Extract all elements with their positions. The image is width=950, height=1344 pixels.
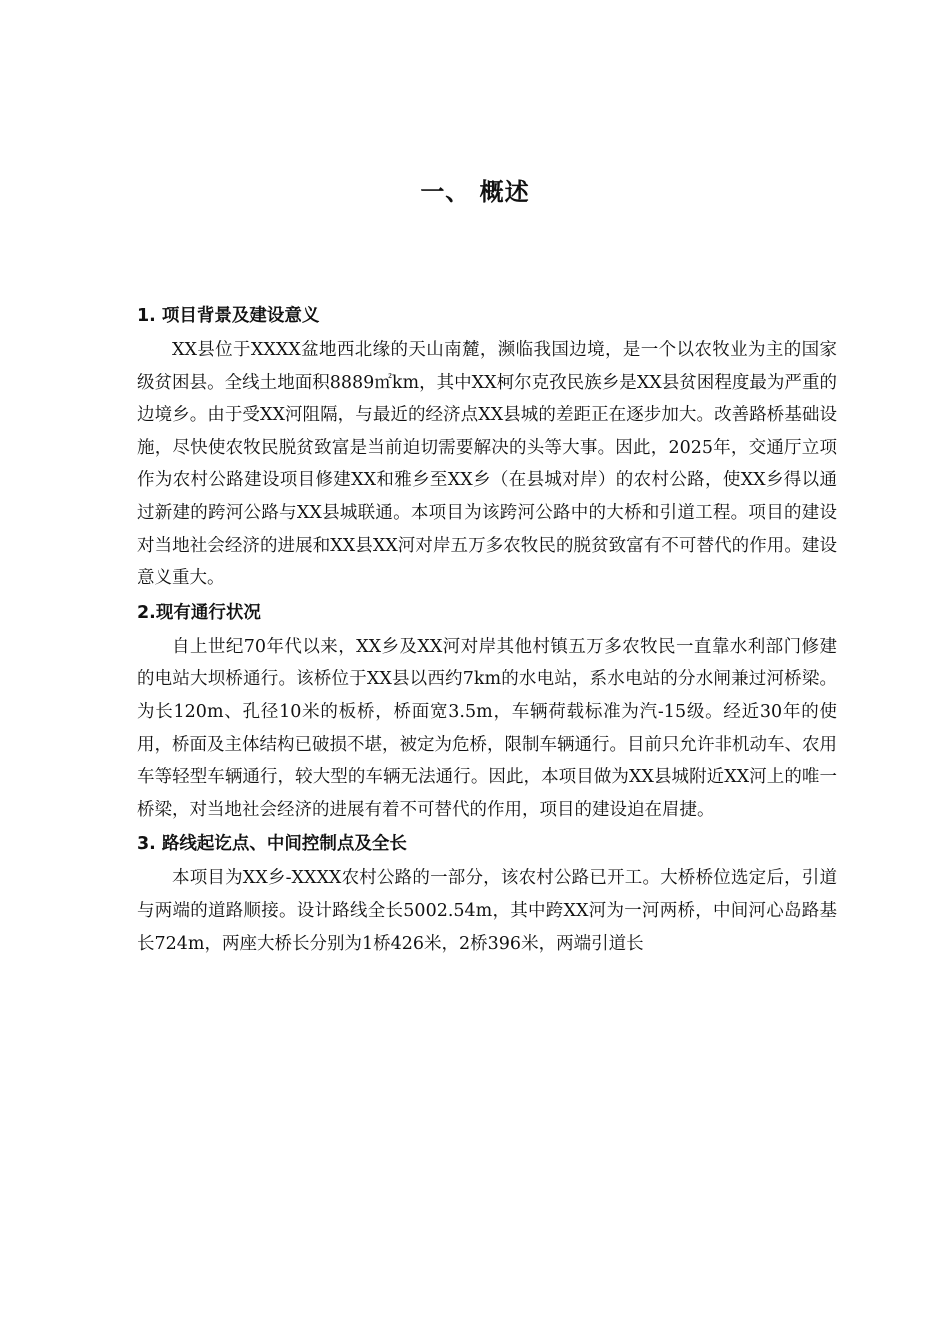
section-paragraph: XX县位于XXXX盆地西北缘的天山南麓，濒临我国边境，是一个以农牧业为主的国家级贫困县。全线土地面积8889㎡km，其中XX柯尔克孜民族乡是XX县贫困程度最为严重的边境乡。由于受XX河阻隔，与最近的经济点XX县城的差距正在逐步加大。改善路桥基础设施，尽快使农牧民脱贫致富是当前迫切需要解决的头等大事。因此，2025年，交通厅立项作为农村公路建设项目修建XX和雅乡至XX乡（在县城对岸）的农村公路，使XX乡得以通过新建的跨河公路与XX县城联通。本项目为该跨河公路中的大桥和引道工程。项目的建设对当地社会经济的进展和XX县XX河对岸五万多农牧民的脱贫致富有不可替代的作用。建设意义重大。 (137, 340, 837, 589)
section-paragraph: 本项目为XX乡-XXXX农村公路的一部分，该农村公路已开工。大桥桥位选定后，引道与两端的道路顺接。设计路线全长5002.54m，其中跨XX河为一河两桥，中间河心岛路基长724m，两座大桥长分别为1桥426米，2桥396米，两端引道长 (137, 868, 837, 954)
section-heading: 3. 路线起讫点、中间控制点及全长 (137, 834, 407, 855)
page-title: 一、 概述 (420, 178, 530, 206)
section-heading: 2.现有通行状况 (137, 602, 261, 623)
section-route-endpoints (137, 828, 837, 960)
document-body (137, 300, 837, 962)
section-heading: 1. 项目背景及建设意义 (137, 306, 320, 326)
section-paragraph: 自上世纪70年代以来，XX乡及XX河对岸其他村镇五万多农牧民一直靠水利部门修建的电站大坝桥通行。该桥位于XX县以西约7km的水电站，系水电站的分水闸兼过河桥梁。为长120m、孔径10米的板桥，桥面宽3.5m，车辆荷载标准为汽-15级。经近30年的使用，桥面及主体结构已破损不堪，被定为危桥，限制车辆通行。目前只允许非机动车、农用车等轻型车辆通行，较大型的车辆无法通行。因此，本项目做为XX县城附近XX河上的唯一桥梁，对当地社会经济的进展有着不可替代的作用，项目的建设迫在眉捷。 (137, 636, 837, 820)
section-current-traffic (137, 597, 837, 827)
section-background (137, 300, 837, 595)
